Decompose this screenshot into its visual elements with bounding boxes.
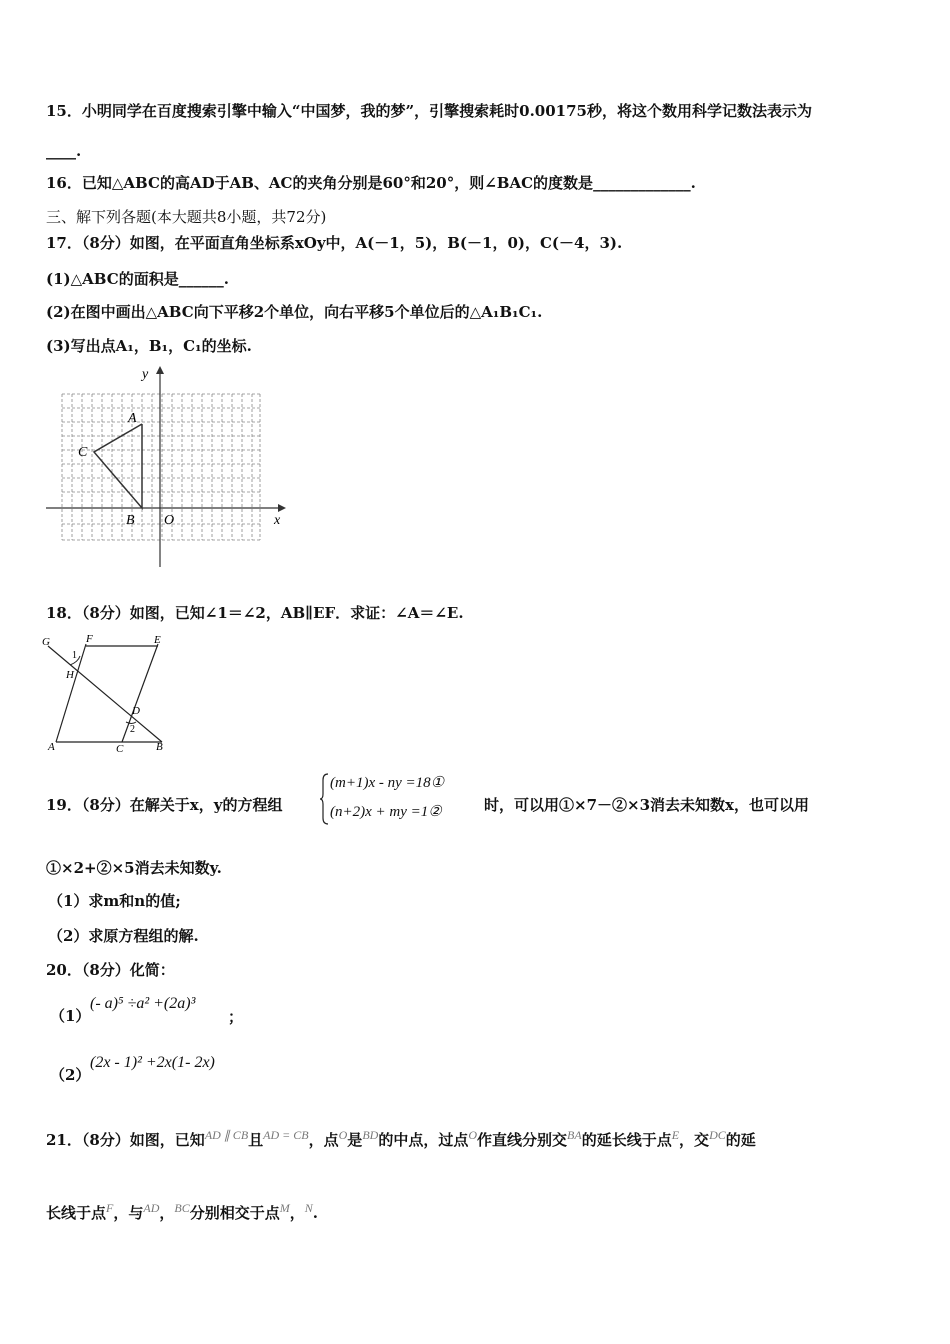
q18-line-af xyxy=(56,644,86,742)
q21-line1 xyxy=(46,1124,756,1151)
q19-part1-text: （1）求m和n的值; xyxy=(48,892,181,910)
q18-label-d: D xyxy=(132,705,140,717)
q21-point-o-1: O xyxy=(338,1128,348,1142)
q15-answer-line xyxy=(46,140,81,162)
q21-l1-b: 且 xyxy=(248,1131,264,1149)
q17-stem xyxy=(46,232,622,254)
q16-blank: _____________. xyxy=(593,174,696,192)
q18-line-gb xyxy=(48,646,162,742)
q17-triangle-abc xyxy=(94,424,142,508)
q21-l1-a: 21．（8分）如图，已知 xyxy=(46,1131,205,1149)
q17-y-arrow xyxy=(156,366,164,374)
q20-stem-text: 20．（8分）化简： xyxy=(46,961,175,979)
q17-part1 xyxy=(46,268,229,290)
q21-point-e: E xyxy=(671,1128,680,1142)
q17-part3-text: (3)写出点A₁，B₁，C₁的坐标. xyxy=(46,337,252,355)
q21-l1-h: ，交 xyxy=(679,1131,710,1149)
q18-label-1: 1 xyxy=(72,650,77,661)
q21-point-f: F xyxy=(106,1201,114,1215)
q21-l2-e: ， xyxy=(289,1204,305,1222)
q21-l1-g: 的延长线于点 xyxy=(581,1131,672,1149)
q15-text xyxy=(46,100,812,122)
q20-part2-label xyxy=(50,1064,90,1086)
q21-segment-bd: BD xyxy=(362,1128,379,1142)
q17-part2 xyxy=(46,301,542,323)
q20-part1-label-text: （1） xyxy=(50,1007,91,1025)
q21-segment-bc: BC xyxy=(174,1201,190,1215)
q20-part1-label xyxy=(50,1005,90,1027)
q18-label-b: B xyxy=(156,741,163,753)
q21-segment-ba: BA xyxy=(567,1128,582,1142)
q17-label-o: O xyxy=(164,513,175,528)
q19-part2-text: （2）求原方程组的解. xyxy=(48,927,199,945)
q18-label-h: H xyxy=(66,669,74,681)
q21-l2-b: ，与 xyxy=(113,1204,144,1222)
q17-label-c: C xyxy=(78,445,88,460)
q21-l1-i: 的延 xyxy=(725,1131,756,1149)
q18-label-f: F xyxy=(86,633,93,645)
q18-stem-text: 18．（8分）如图，已知∠1＝∠2，AB∥EF．求证：∠A＝∠E. xyxy=(46,604,464,622)
q21-l1-c: ，点 xyxy=(308,1131,339,1149)
q20-stem xyxy=(46,959,175,981)
q21-ad-parallel-cb: AD ∥ CB xyxy=(204,1128,249,1142)
q17-label-x: x xyxy=(274,513,281,528)
q15-stem: 15．小明同学在百度搜索引擎中输入“中国梦，我的梦”，引擎搜索耗时0.00175秒，将这个数用科学记数法表示为 xyxy=(46,102,812,120)
q21-point-n: N xyxy=(304,1201,313,1215)
q19-equation-2: (n+2)x + my =1② xyxy=(330,804,442,820)
q18-stem xyxy=(46,602,464,624)
q17-label-a: A xyxy=(128,411,137,426)
q21-ad-equals-cb: AD = CB xyxy=(263,1128,309,1142)
q21-line2 xyxy=(46,1197,318,1224)
q18-line-ce xyxy=(122,644,158,742)
q19-line2 xyxy=(46,857,222,879)
q17-label-y: y xyxy=(142,367,149,382)
q16-text xyxy=(46,172,696,194)
q17-label-b: B xyxy=(126,513,135,528)
q21-l1-d: 是 xyxy=(347,1131,363,1149)
q18-label-2: 2 xyxy=(130,724,135,735)
q17-coordinate-figure xyxy=(42,362,292,572)
q15-blank: ____. xyxy=(46,142,82,160)
q21-point-m: M xyxy=(279,1201,290,1215)
q21-l2-c: ， xyxy=(159,1204,175,1222)
q17-part1-text: (1)△ABC的面积是______. xyxy=(46,270,229,288)
q18-figure xyxy=(40,632,175,756)
q19-suffix: 时，可以用①×7－②×3消去未知数x，也可以用 xyxy=(484,796,809,814)
q19-equation-1: (m+1)x - ny =18① xyxy=(330,775,445,791)
q17-grid xyxy=(62,394,260,540)
q18-label-g: G xyxy=(42,636,50,648)
q21-l2-d: 分别相交于点 xyxy=(189,1204,280,1222)
q16-stem: 16．已知△ABC的高AD于AB、AC的夹角分别是60°和20°，则∠BAC的度数是 xyxy=(46,174,594,192)
q19-system-brace xyxy=(320,772,330,826)
q19-line1 xyxy=(46,794,282,816)
q17-part2-text: (2)在图中画出△ABC向下平移2个单位，向右平移5个单位后的△A₁B₁C₁. xyxy=(46,303,543,321)
q18-label-c: C xyxy=(116,743,124,755)
q21-l1-f: 作直线分别交 xyxy=(477,1131,568,1149)
q21-point-o-2: O xyxy=(468,1128,477,1142)
q19-part1 xyxy=(48,890,181,912)
q21-l2-f: . xyxy=(312,1204,319,1222)
q21-segment-ad: AD xyxy=(143,1201,160,1215)
q20-part1-end-text: ； xyxy=(228,1008,244,1026)
q20-part1-expression: (- a)⁵ ÷a² +(2a)³ xyxy=(90,995,196,1012)
q19-line2-text: ①×2+②×5消去未知数y. xyxy=(46,859,222,877)
section3-title xyxy=(46,206,326,228)
q21-l2-a: 长线于点 xyxy=(46,1204,107,1222)
q21-segment-dc: DC xyxy=(709,1128,726,1142)
q19-part2 xyxy=(48,925,199,947)
q17-x-arrow xyxy=(278,504,286,512)
q18-label-a: A xyxy=(48,741,55,753)
q17-part3 xyxy=(46,335,252,357)
q19-suffix-line xyxy=(484,794,809,816)
q18-label-e: E xyxy=(154,634,161,646)
q20-part1-end xyxy=(228,1006,243,1028)
q17-stem-text: 17．（8分）如图，在平面直角坐标系xOy中，A(－1，5)，B(－1，0)，C(－4，3). xyxy=(46,234,623,252)
q20-part2-label-text: （2） xyxy=(50,1066,91,1084)
q21-l1-e: 的中点，过点 xyxy=(378,1131,469,1149)
section3-title-text: 三、解下列各题(本大题共8小题，共72分) xyxy=(46,208,327,226)
q19-prefix: 19．（8分）在解关于x，y的方程组 xyxy=(46,796,283,814)
q20-part2-expression: (2x - 1)² +2x(1- 2x) xyxy=(90,1054,215,1071)
